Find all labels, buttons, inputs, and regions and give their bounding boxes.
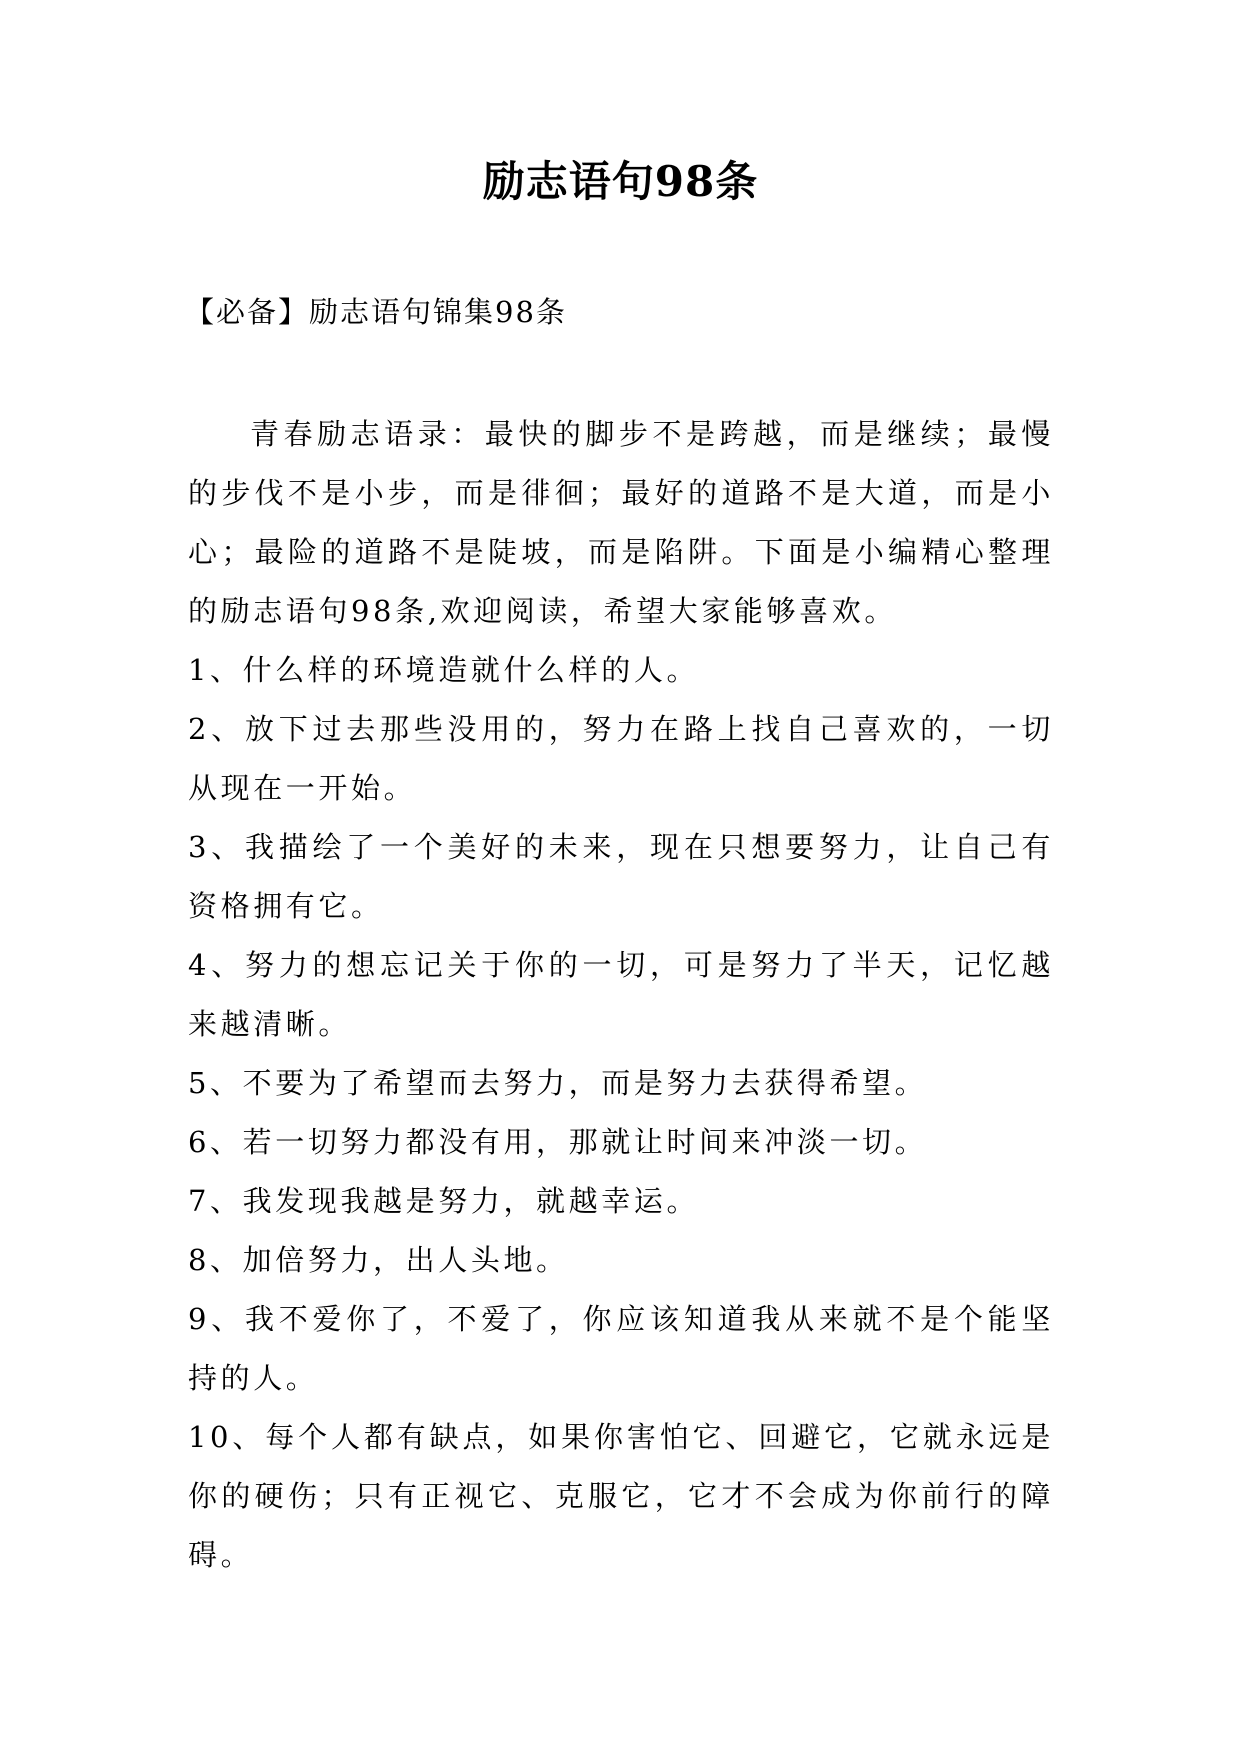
list-item: 9、我不爱你了，不爱了，你应该知道我从来就不是个能坚持的人。 xyxy=(188,1302,1054,1395)
document-body xyxy=(188,405,1054,1585)
list-item: 3、我描绘了一个美好的未来，现在只想要努力，让自己有资格拥有它。 xyxy=(188,830,1054,923)
list-item: 5、不要为了希望而去努力，而是努力去获得希望。 xyxy=(188,1066,928,1100)
document-title: 励志语句98条 xyxy=(482,157,759,206)
list-item: 1、什么样的环境造就什么样的人。 xyxy=(188,653,700,687)
list-item: 4、努力的想忘记关于你的一切，可是努力了半天，记忆越来越清晰。 xyxy=(188,948,1054,1041)
list-item: 10、每个人都有缺点，如果你害怕它、回避它，它就永远是你的硬伤；只有正视它、克服它，它才不会成为你前行的障碍。 xyxy=(188,1420,1054,1572)
list-item: 2、放下过去那些没用的，努力在路上找自己喜欢的，一切从现在一开始。 xyxy=(188,712,1054,805)
document-subtitle: 【必备】励志语句锦集98条 xyxy=(185,295,567,329)
list-item: 8、加倍努力，出人头地。 xyxy=(188,1243,569,1277)
list-item: 7、我发现我越是努力，就越幸运。 xyxy=(188,1184,700,1218)
list-item: 6、若一切努力都没有用，那就让时间来冲淡一切。 xyxy=(188,1125,928,1159)
intro-paragraph: 青春励志语录：最快的脚步不是跨越，而是继续；最慢的步伐不是小步，而是徘徊；最好的道路不是大道，而是小心；最险的道路不是陡坡，而是陷阱。下面是小编精心整理的励志语句98条,欢迎阅读，希望大家能够喜欢。 xyxy=(188,417,1054,628)
